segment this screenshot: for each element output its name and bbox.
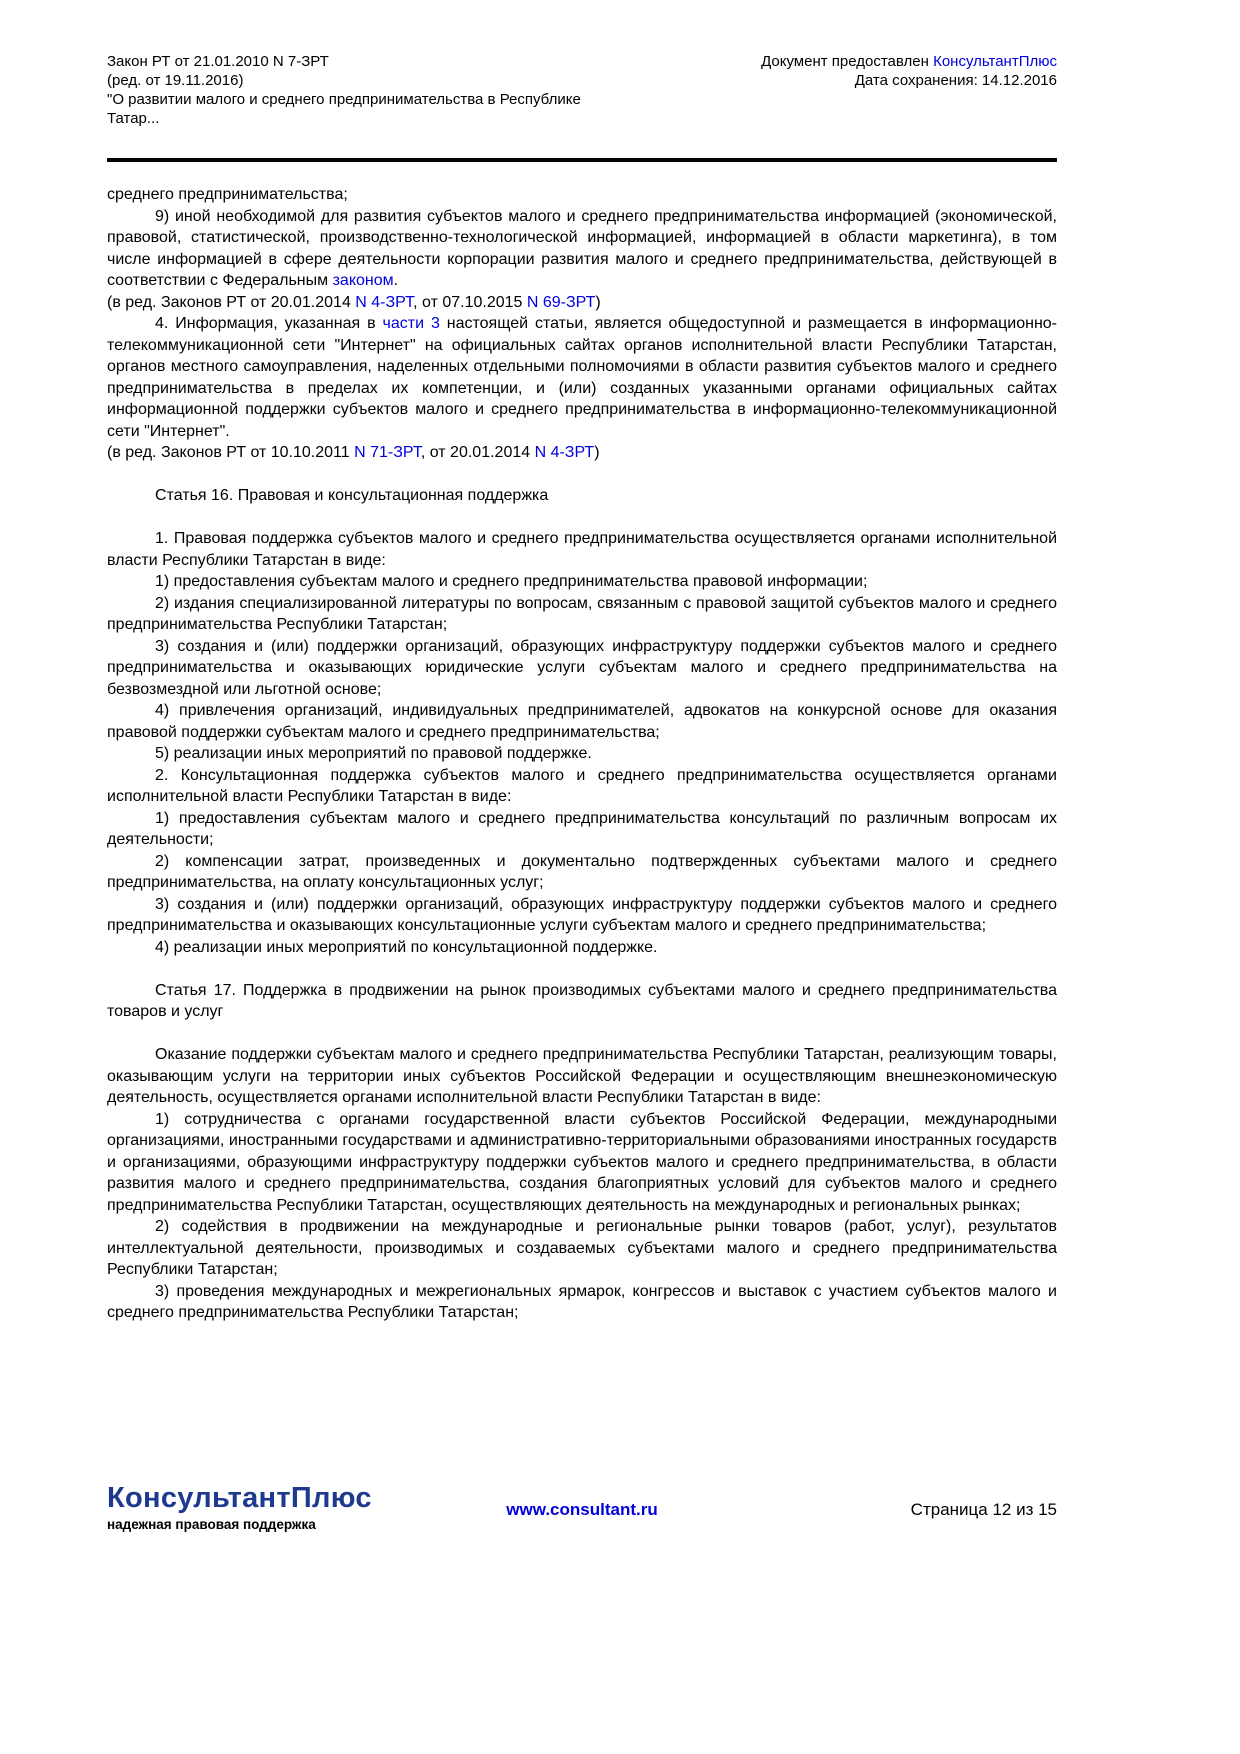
paragraph bbox=[107, 1281, 1057, 1324]
paragraph bbox=[107, 184, 1057, 206]
text-run: 5) реализации иных мероприятий по правовой поддержке. bbox=[155, 745, 592, 762]
paragraph bbox=[107, 743, 1057, 765]
consultant-site-link[interactable]: www.consultant.ru bbox=[506, 1500, 658, 1519]
text-run: 4) реализации иных мероприятий по консультационной поддержке. bbox=[155, 938, 658, 956]
text-run: 3) создания и (или) поддержки организаций, образующих инфраструктуру поддержки субъектов малого и среднего предпринимательства и оказывающих юридические услуги субъектам малого и среднего предпринимательства на безвозмездной или льготной основе; bbox=[107, 637, 1057, 698]
text-run: 3) создания и (или) поддержки организаций, образующих инфраструктуру поддержки субъектов малого и среднего предпринимательства и оказывающих консультационные услуги субъектам малого и среднего предпринимательства; bbox=[107, 895, 1057, 934]
text-run: 2) содействия в продвижении на международные и региональные рынки товаров (работ, услуг), результатов интеллектуальной деятельности, производимых и создаваемых субъектами малого и среднего предпринимательства Республики Татарстан; bbox=[107, 1218, 1057, 1278]
title-line-3: "О развитии малого и среднего предпринимательства в Республике bbox=[107, 91, 581, 108]
text-run: Оказание поддержки субъектам малого и среднего предпринимательства Республики Татарстан, реализующим товары, оказывающим услуги на территории иных субъектов Российской Федерации и осуществляющим внешнеэкономическую деятельность, осуществляется органами исполнительной власти Республики Татарстан в виде: bbox=[107, 1046, 1057, 1106]
document-title bbox=[107, 52, 581, 128]
title-line-1: Закон РТ от 21.01.2010 N 7-ЗРТ bbox=[107, 53, 329, 70]
paragraph bbox=[107, 765, 1057, 808]
link-n69-zrt[interactable]: N 69-ЗРТ bbox=[526, 293, 596, 311]
paragraph bbox=[107, 808, 1057, 851]
consultantplus-logo: КонсультантПлюс bbox=[107, 1482, 372, 1514]
title-line-4: Татар... bbox=[107, 110, 160, 127]
text-run: 1) сотрудничества с органами государственной власти субъектов Российской Федерации, международными организациями, иностранными государствами и административно-территориальными образованиями иностранных государств и организациями, образующими инфраструктуру поддержки субъектов малого и среднего предпринимательства, в области развития малого и среднего предпринимательства, создания благоприятных условий для субъектов малого и среднего предпринимательства Республики Татарстан, осуществляющих деятельность на международных и региональных рынках; bbox=[107, 1110, 1057, 1214]
header-divider bbox=[107, 158, 1057, 162]
text-run: 1) предоставления субъектам малого и среднего предпринимательства правовой информации; bbox=[155, 573, 868, 590]
article-17-heading bbox=[107, 980, 1057, 1023]
paragraph bbox=[107, 292, 1057, 314]
text-run: среднего предпринимательства; bbox=[107, 186, 348, 203]
consultantplus-header-link[interactable]: КонсультантПлюс bbox=[933, 53, 1057, 70]
text-run: настоящей статьи, является общедоступной и размещается в информационно-телекоммуникационной сети "Интернет" на официальных сайтах органов исполнительной власти Республики Татарстан, органов местного самоуправления, наделенных отдельными полномочиями в области развития субъектов малого и среднего предпринимательства в пределах их компетенции, и (или) созданных указанными органами официальных сайтах информационной поддержки субъектов малого и среднего предпринимательства в информационно-телекоммуникационной сети "Интернет". bbox=[107, 315, 1057, 440]
paragraph bbox=[107, 528, 1057, 571]
text-run: 1) предоставления субъектам малого и среднего предпринимательства консультаций по различным вопросам их деятельности; bbox=[107, 809, 1057, 848]
blank-line bbox=[107, 1023, 1057, 1045]
text-run: 9) иной необходимой для развития субъектов малого и среднего предпринимательства информацией (экономической, правовой, статистической, производственно-технологической информацией, информацией в области маркетинга), в том числе информацией в сфере деятельности корпорации развития малого и среднего предпринимательства, действующей в соответствии с Федеральным bbox=[107, 207, 1057, 289]
paragraph bbox=[107, 313, 1057, 442]
text-run: (в ред. Законов РТ от 20.01.2014 bbox=[107, 293, 356, 311]
blank-line bbox=[107, 464, 1057, 486]
link-n4-zrt[interactable]: N 4-ЗРТ bbox=[355, 293, 414, 311]
text-run: 4. Информация, указанная в bbox=[155, 315, 383, 332]
text-run: (в ред. Законов РТ от 10.10.2011 bbox=[107, 444, 355, 461]
text-run: , от 20.01.2014 bbox=[420, 444, 535, 461]
paragraph bbox=[107, 571, 1057, 593]
text-run: 3) проведения международных и межрегиональных ярмарок, конгрессов и выставок с участием субъектов малого и среднего предпринимательства Республики Татарстан; bbox=[107, 1282, 1057, 1321]
paragraph bbox=[107, 593, 1057, 636]
link-n71-zrt[interactable]: N 71-ЗРТ bbox=[354, 444, 421, 461]
text-run: . bbox=[393, 272, 399, 289]
paragraph bbox=[107, 636, 1057, 701]
text-run: 4) привлечения организаций, индивидуальных предпринимателей, адвокатов на конкурсной основе для оказания правовой поддержки субъектам малого и среднего предпринимательства; bbox=[107, 702, 1057, 741]
saved-date: Дата сохранения: 14.12.2016 bbox=[854, 72, 1057, 89]
link-n4-zrt-2[interactable]: N 4-ЗРТ bbox=[534, 444, 595, 461]
text-run: 1. Правовая поддержка субъектов малого и среднего предпринимательства осуществляется органами исполнительной власти Республики Татарстан в виде: bbox=[107, 530, 1057, 569]
link-part-3[interactable]: части 3 bbox=[382, 315, 440, 332]
document-body bbox=[107, 184, 1057, 1324]
text-run: ) bbox=[595, 293, 601, 311]
page-footer bbox=[107, 1482, 1057, 1552]
text-run: 2. Консультационная поддержка субъектов малого и среднего предпринимательства осуществляется органами исполнительной власти Республики Татарстан в виде: bbox=[107, 766, 1057, 805]
paragraph bbox=[107, 700, 1057, 743]
paragraph bbox=[107, 851, 1057, 894]
text-run: Статья 17. Поддержка в продвижении на рынок производимых субъектами малого и среднего предпринимательства товаров и услуг bbox=[107, 981, 1057, 1020]
link-federal-law[interactable]: законом bbox=[332, 272, 394, 289]
provided-by-text: Документ предоставлен bbox=[761, 53, 934, 70]
blank-line bbox=[107, 958, 1057, 980]
paragraph bbox=[107, 894, 1057, 937]
paragraph bbox=[107, 937, 1057, 959]
text-run: 2) компенсации затрат, произведенных и документально подтвержденных субъектами малого и среднего предпринимательства, на оплату консультационных услуг; bbox=[107, 852, 1057, 891]
provided-by-line bbox=[761, 52, 1057, 71]
paragraph bbox=[107, 1109, 1057, 1217]
text-run: , от 07.10.2015 bbox=[413, 293, 527, 311]
header-meta bbox=[761, 52, 1057, 128]
page-number: Страница 12 из 15 bbox=[910, 1500, 1057, 1519]
article-16-heading bbox=[107, 485, 1057, 507]
page-header bbox=[107, 52, 1057, 128]
text-run: 2) издания специализированной литературы по вопросам, связанным с правовой защитой субъектов малого и среднего предпринимательства Республики Татарстан; bbox=[107, 594, 1057, 633]
paragraph bbox=[107, 206, 1057, 292]
text-run: Статья 16. Правовая и консультационная поддержка bbox=[155, 487, 549, 504]
blank-line bbox=[107, 507, 1057, 529]
paragraph bbox=[107, 1216, 1057, 1281]
paragraph bbox=[107, 1044, 1057, 1109]
paragraph bbox=[107, 442, 1057, 464]
logo-tagline: надежная правовая поддержка bbox=[107, 1517, 316, 1532]
title-line-2: (ред. от 19.11.2016) bbox=[107, 72, 244, 89]
text-run: ) bbox=[594, 444, 600, 461]
